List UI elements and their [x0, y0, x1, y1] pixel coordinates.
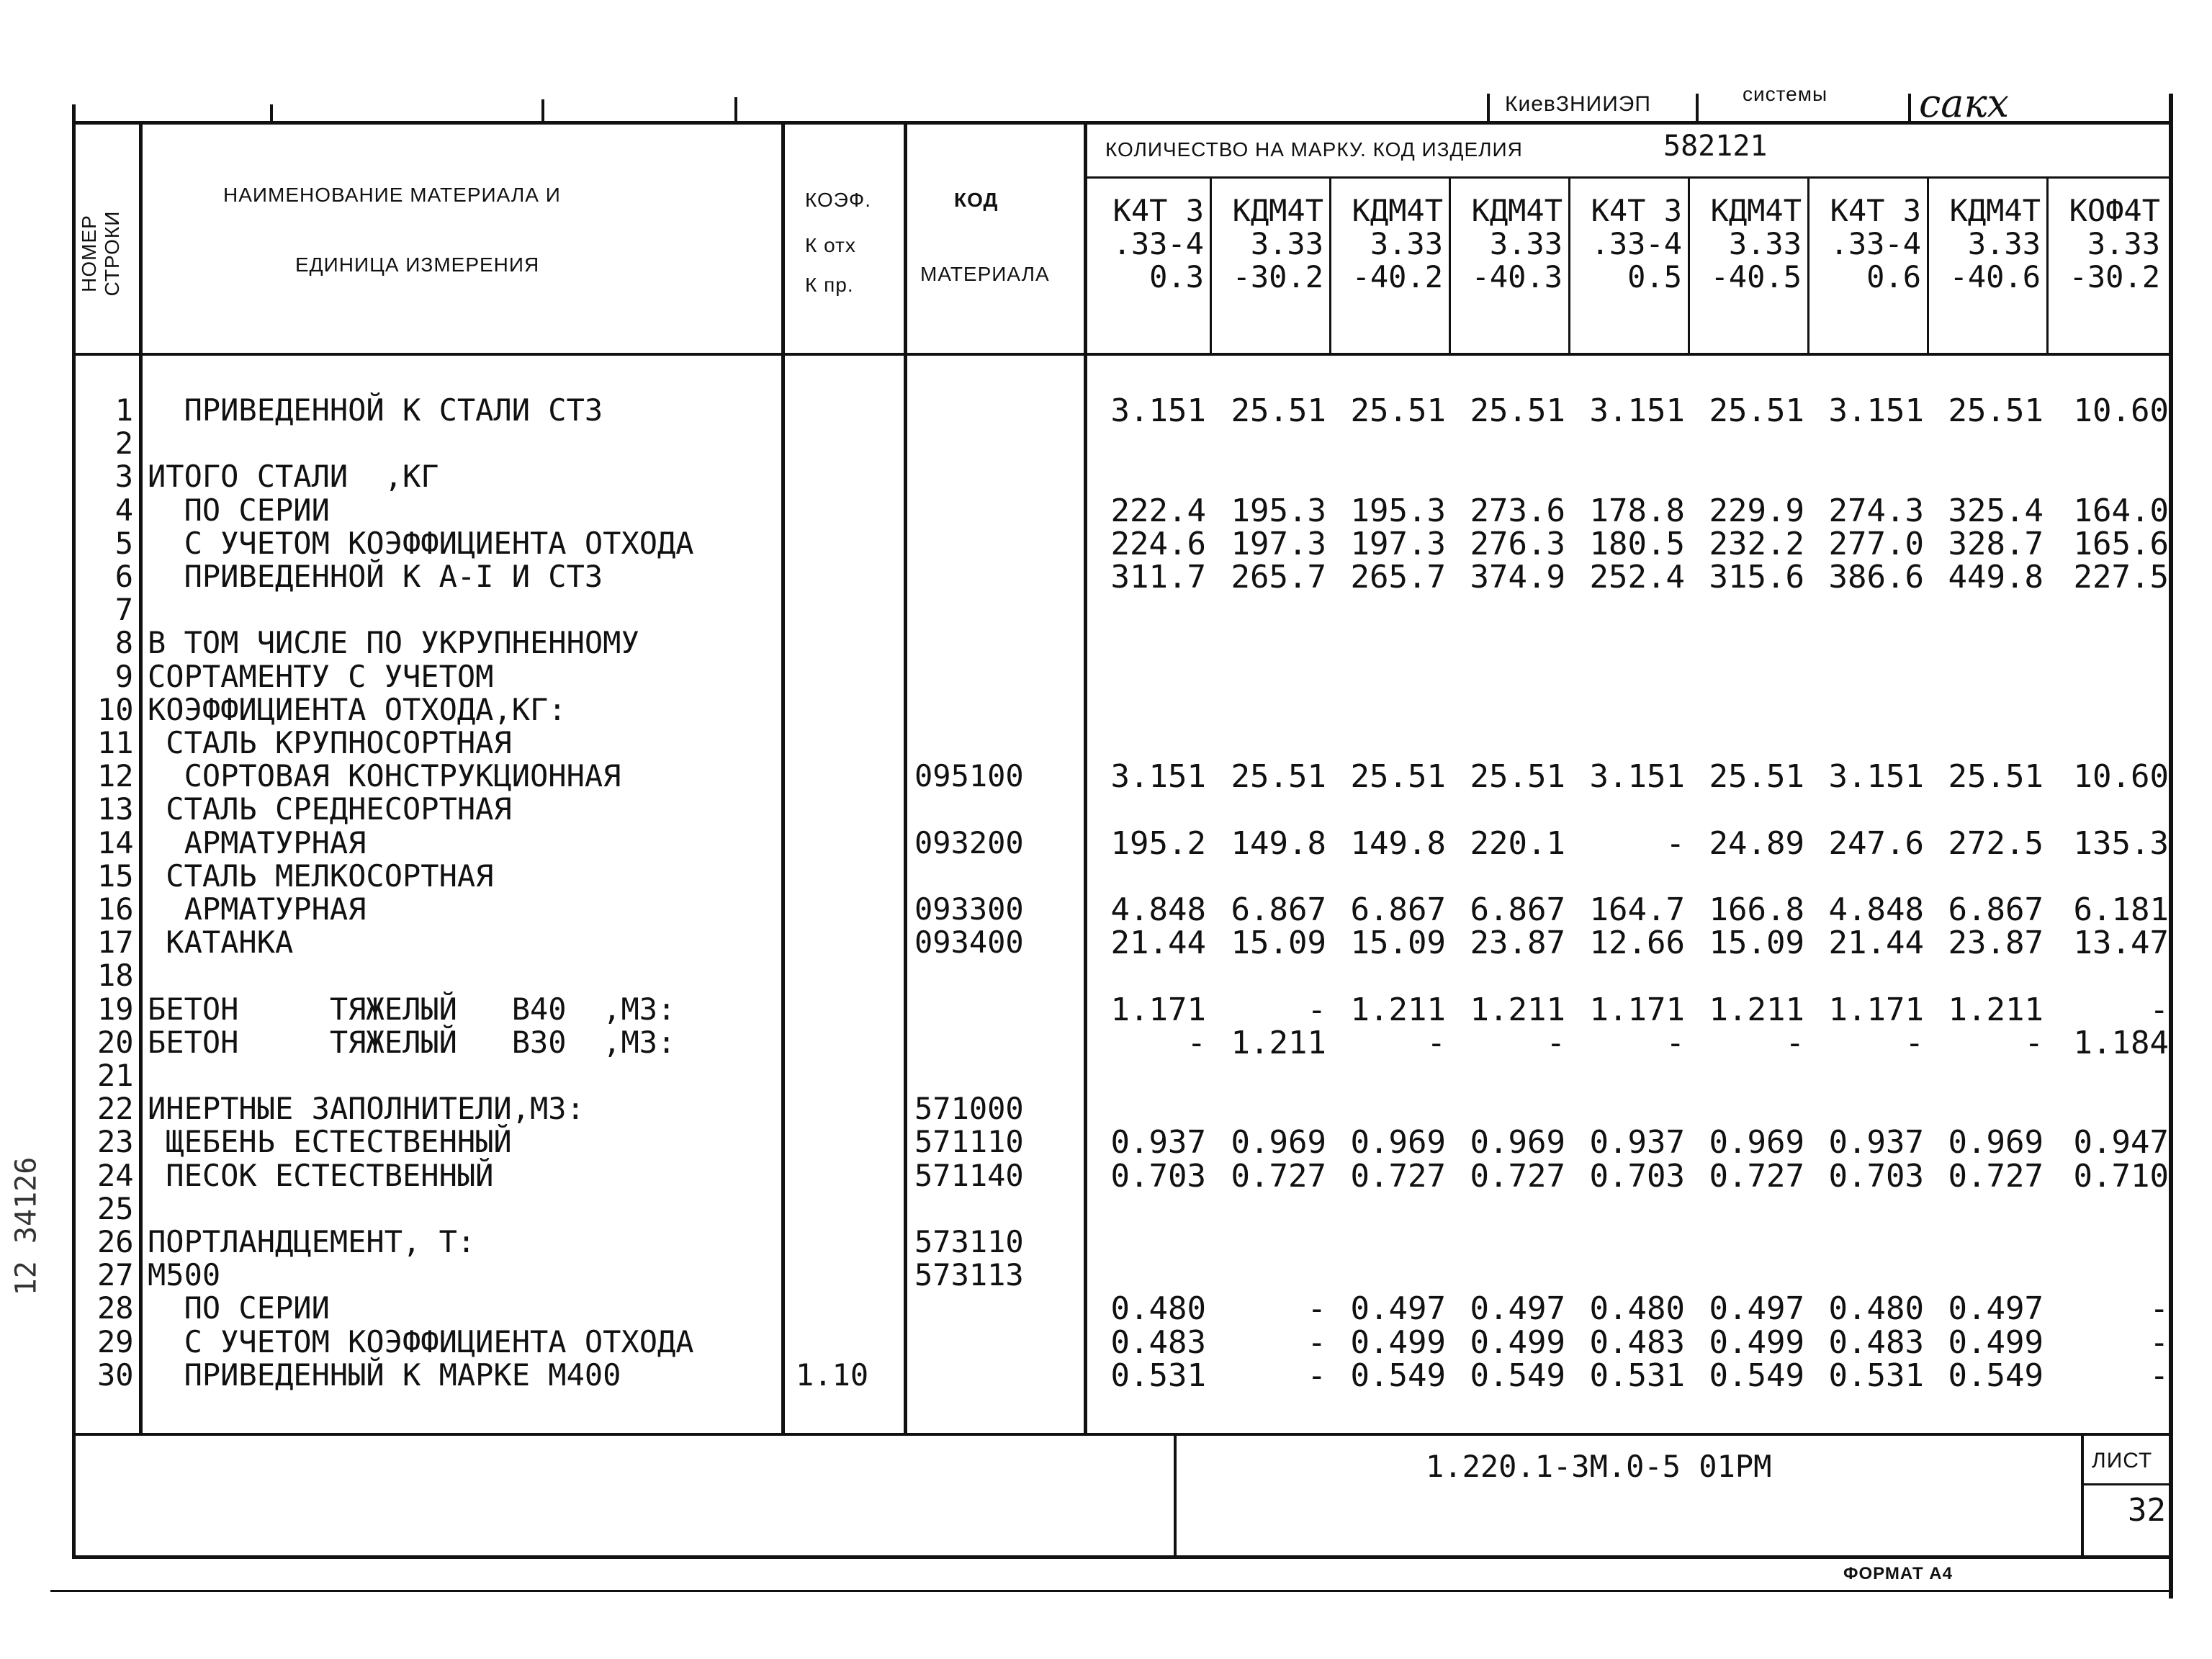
row-number: 29	[97, 1323, 134, 1359]
quantity-value: -	[2149, 1357, 2169, 1394]
quantity-value: 0.531	[1828, 1357, 1924, 1394]
name-header-line1: НАИМЕНОВАНИЕ МАТЕРИАЛА И	[223, 184, 561, 206]
product-column-header: 3.33	[1967, 226, 2041, 261]
quantity-value: 272.5	[1948, 824, 2044, 862]
quantity-value: 1.211	[1350, 991, 1446, 1028]
quantity-value: 3.151	[1110, 758, 1206, 796]
quantity-value: 25.51	[1470, 392, 1565, 429]
quantity-value: 0.497	[1350, 1290, 1446, 1328]
row-number: 27	[97, 1257, 134, 1293]
quantity-value: 6.867	[1948, 891, 2044, 928]
quantity-value: 25.51	[1948, 758, 2044, 796]
quantity-value: 386.6	[1828, 559, 1924, 595]
quantity-value: 25.51	[1709, 758, 1804, 796]
quantity-value: 0.549	[1470, 1357, 1565, 1394]
material-name: ИТОГО СТАЛИ ,КГ	[148, 459, 439, 495]
quantity-value: 0.497	[1948, 1290, 2044, 1328]
row-number: 12	[97, 758, 134, 794]
quantity-value: -	[1426, 1024, 1446, 1061]
row-number: 15	[97, 858, 134, 894]
row-number: 2	[114, 426, 133, 462]
material-name: ПОРТЛАНДЦЕМЕНТ, Т:	[148, 1224, 476, 1259]
stamp-signature: сакх	[1919, 81, 2010, 126]
material-code: 573110	[914, 1224, 1024, 1259]
quantity-value: 4.848	[1110, 891, 1206, 928]
frame-top-line	[72, 121, 2173, 125]
row-number: 28	[97, 1290, 134, 1326]
product-column-header: 3.33	[2087, 226, 2160, 261]
material-name: АРМАТУРНАЯ	[148, 891, 367, 927]
stamp-system: системы	[1743, 83, 1828, 105]
quantity-value: 197.3	[1350, 525, 1446, 562]
quantity-value: 195.3	[1350, 492, 1446, 529]
frame-left-line	[72, 104, 76, 1555]
side-note: 12 34126	[9, 1156, 43, 1296]
material-name: ПЕСОК ЕСТЕСТВЕННЫЙ	[148, 1157, 494, 1193]
coef-header-line1: КОЭФ.	[805, 189, 871, 211]
quantity-value: 195.2	[1110, 824, 1206, 862]
quantity-value: 10.60	[2073, 758, 2169, 796]
product-column-header: -40.2	[1352, 259, 1443, 295]
material-name: КАТАНКА	[148, 925, 294, 961]
quantity-value: 166.8	[1709, 891, 1804, 928]
quantity-value: 164.7	[1589, 891, 1685, 928]
material-name: ПРИВЕДЕННОЙ К А-I И СТ3	[148, 559, 603, 594]
quantity-value: 149.8	[1350, 824, 1446, 862]
material-name: СОРТАМЕНТУ С УЧЕТОМ	[148, 658, 494, 694]
product-column-header: 3.33	[1250, 226, 1323, 261]
quantity-value: -	[1665, 824, 1685, 862]
quantity-value: 277.0	[1828, 525, 1924, 562]
material-code: 571110	[914, 1124, 1024, 1160]
row-number: 17	[97, 925, 134, 961]
quantity-value: 3.151	[1589, 392, 1685, 429]
material-code: 573113	[914, 1257, 1024, 1293]
product-column-header: КДМ4Т	[1949, 193, 2041, 228]
material-code: 571140	[914, 1157, 1024, 1193]
quantity-value: 0.969	[1470, 1124, 1565, 1161]
quantity-value: 325.4	[1948, 492, 2044, 529]
document-code: 1.220.1-3М.0-5 01РМ	[1426, 1449, 1772, 1484]
row-number: 30	[97, 1357, 134, 1393]
col-line-code	[1084, 122, 1087, 1434]
material-code: 093400	[914, 925, 1024, 961]
quantity-value: 21.44	[1828, 925, 1924, 962]
quantity-value: 0.727	[1470, 1157, 1565, 1195]
material-name: ПРИВЕДЕННЫЙ К МАРКЕ М400	[148, 1357, 621, 1393]
coefficient-value: 1.10	[796, 1357, 869, 1393]
row-number: 4	[114, 492, 133, 528]
product-column-header: К4Т 3	[1830, 193, 1921, 228]
quantity-value: 0.937	[1828, 1124, 1924, 1161]
row-number: 10	[97, 691, 134, 727]
quantity-value: 0.937	[1589, 1124, 1685, 1161]
quantity-value: 0.483	[1828, 1323, 1924, 1361]
sheet-box-mid	[2081, 1483, 2171, 1485]
material-name: СОРТОВАЯ КОНСТРУКЦИОННАЯ	[148, 758, 621, 794]
frame-bottom-line	[72, 1555, 2173, 1559]
quantity-value: 0.549	[1350, 1357, 1446, 1394]
quantity-value: 6.867	[1231, 891, 1326, 928]
quantity-value: 195.3	[1231, 492, 1326, 529]
material-code: 095100	[914, 758, 1024, 794]
product-column-header: .33-4	[1112, 226, 1204, 261]
quantity-value: 0.531	[1110, 1357, 1206, 1394]
quantity-value: -	[2149, 991, 2169, 1028]
material-name: СТАЛЬ КРУПНОСОРТНАЯ	[148, 725, 512, 760]
quantity-value: 273.6	[1470, 492, 1565, 529]
quantity-value: 25.51	[1350, 758, 1446, 796]
material-name: С УЧЕТОМ КОЭФФИЦИЕНТА ОТХОДА	[148, 1323, 694, 1359]
quantity-value: 1.171	[1589, 991, 1685, 1028]
row-number: 7	[114, 592, 133, 628]
product-column-header: К4Т 3	[1591, 193, 1682, 228]
quantity-value: 3.151	[1110, 392, 1206, 429]
quantity-value: -	[1187, 1024, 1206, 1061]
name-header-line2: ЕДИНИЦА ИЗМЕРЕНИЯ	[295, 253, 540, 276]
quantity-value: 165.6	[2073, 525, 2169, 562]
quantity-value: 0.483	[1110, 1323, 1206, 1361]
quantity-value: 0.947	[2073, 1124, 2169, 1161]
quantity-value: 0.497	[1470, 1290, 1565, 1328]
product-column-header: -40.5	[1710, 259, 1802, 295]
quantity-value: 0.549	[1709, 1357, 1804, 1394]
quantity-value: 1.171	[1828, 991, 1924, 1028]
quantity-value: 178.8	[1589, 492, 1685, 529]
top-tick	[734, 97, 737, 122]
quantity-value: 1.211	[1948, 991, 2044, 1028]
quantity-value: 4.848	[1828, 891, 1924, 928]
quantity-value: 15.09	[1231, 925, 1326, 962]
product-column-header: КДМ4Т	[1352, 193, 1443, 228]
row-number: 13	[97, 791, 134, 827]
quantity-value: -	[2149, 1290, 2169, 1328]
quantity-value: 224.6	[1110, 525, 1206, 562]
quantity-value: -	[1307, 1290, 1326, 1328]
quantity-value: 12.66	[1589, 925, 1685, 962]
row-number: 1	[114, 392, 133, 428]
quantity-value: -	[2024, 1024, 2044, 1061]
top-tick	[541, 99, 544, 122]
quantity-value: 0.499	[1470, 1323, 1565, 1361]
quantity-value: 328.7	[1948, 525, 2044, 562]
quantity-value: 0.531	[1589, 1357, 1685, 1394]
quantity-value: -	[1307, 991, 1326, 1028]
quantity-value: 0.549	[1948, 1357, 2044, 1394]
row-number: 20	[97, 1024, 134, 1060]
product-column-header: 0.3	[1149, 259, 1204, 295]
quantity-value: 1.171	[1110, 991, 1206, 1028]
quantity-value: 374.9	[1470, 559, 1565, 595]
quantity-value: 25.51	[1350, 392, 1446, 429]
quantity-value: 311.7	[1110, 559, 1206, 595]
quantity-value: -	[1307, 1323, 1326, 1361]
row-number: 24	[97, 1157, 134, 1193]
top-tick	[270, 104, 273, 122]
quantity-value: 3.151	[1828, 392, 1924, 429]
quantity-value: 0.710	[2073, 1157, 2169, 1195]
material-name: В ТОМ ЧИСЛЕ ПО УКРУПНЕННОМУ	[148, 625, 639, 661]
quantity-value: 315.6	[1709, 559, 1804, 595]
frame-right-line	[2169, 94, 2173, 1599]
quantity-value: 164.0	[2073, 492, 2169, 529]
quantity-value: 0.480	[1589, 1290, 1685, 1328]
quantity-value: 135.3	[2073, 824, 2169, 862]
row-number-header: НОМЕР СТРОКИ	[78, 210, 123, 297]
quantity-value: 0.497	[1709, 1290, 1804, 1328]
quantity-value: 180.5	[1589, 525, 1685, 562]
coef-header-line2: К отх	[805, 234, 856, 256]
quantity-value: 0.483	[1589, 1323, 1685, 1361]
sheet-label: ЛИСТ	[2092, 1449, 2153, 1473]
quantity-value: 0.703	[1589, 1157, 1685, 1195]
quantity-value: -	[1665, 1024, 1685, 1061]
material-code: 571000	[914, 1091, 1024, 1127]
quantity-value: 25.51	[1709, 392, 1804, 429]
material-code: 093200	[914, 824, 1024, 860]
header-bottom-line	[72, 353, 2173, 356]
product-column-header: -40.6	[1949, 259, 2041, 295]
row-number: 16	[97, 891, 134, 927]
quantity-value: 0.969	[1350, 1124, 1446, 1161]
material-name: ПРИВЕДЕННОЙ К СТАЛИ СТ3	[148, 392, 603, 428]
quantity-value: 6.181	[2073, 891, 2169, 928]
product-column-header: 0.6	[1866, 259, 1921, 295]
qty-header: КОЛИЧЕСТВО НА МАРКУ. КОД ИЗДЕЛИЯ	[1105, 138, 1523, 161]
quantity-value: 149.8	[1231, 824, 1326, 862]
quantity-value: 0.727	[1709, 1157, 1804, 1195]
footer-divider	[1174, 1434, 1177, 1557]
format-label: ФОРМАТ А4	[1843, 1564, 1953, 1583]
row-number: 19	[97, 991, 134, 1027]
quantity-value: 0.703	[1110, 1157, 1206, 1195]
quantity-value: 23.87	[1470, 925, 1565, 962]
row-number: 9	[114, 658, 133, 694]
quantity-value: 232.2	[1709, 525, 1804, 562]
product-column-header: КОФ4Т	[2069, 193, 2160, 228]
top-tick	[1487, 94, 1490, 122]
product-column-header: -30.2	[1232, 259, 1323, 295]
row-number: 11	[97, 725, 134, 760]
product-column-header: .33-4	[1591, 226, 1682, 261]
product-column-header: .33-4	[1830, 226, 1921, 261]
row-number: 5	[114, 525, 133, 561]
material-name: СТАЛЬ МЕЛКОСОРТНАЯ	[148, 858, 494, 894]
sheet-box-left	[2081, 1434, 2084, 1557]
row-number: 18	[97, 958, 134, 994]
quantity-value: 0.703	[1828, 1157, 1924, 1195]
quantity-value: 0.499	[1948, 1323, 2044, 1361]
product-column-header: 3.33	[1489, 226, 1563, 261]
quantity-value: 197.3	[1231, 525, 1326, 562]
quantity-value: 247.6	[1828, 824, 1924, 862]
format-line	[50, 1590, 2173, 1592]
product-column-header: 3.33	[1728, 226, 1802, 261]
product-column-header: К4Т 3	[1112, 193, 1204, 228]
product-code: 582121	[1663, 130, 1768, 163]
product-column-header: -40.3	[1471, 259, 1563, 295]
quantity-value: 276.3	[1470, 525, 1565, 562]
material-name: С УЧЕТОМ КОЭФФИЦИЕНТА ОТХОДА	[148, 525, 694, 561]
quantity-value: 0.727	[1231, 1157, 1326, 1195]
row-number: 14	[97, 824, 134, 860]
quantity-value: 25.51	[1231, 758, 1326, 796]
quantity-value: 1.211	[1231, 1024, 1326, 1061]
product-column-header: 0.5	[1627, 259, 1682, 295]
quantity-value: 265.7	[1350, 559, 1446, 595]
material-name: БЕТОН ТЯЖЕЛЫЙ В40 ,М3:	[148, 991, 676, 1027]
quantity-value: 0.727	[1948, 1157, 2044, 1195]
quantity-value: 1.184	[2073, 1024, 2169, 1061]
material-name: БЕТОН ТЯЖЕЛЫЙ В30 ,М3:	[148, 1024, 676, 1060]
table-bottom-line	[72, 1433, 2173, 1436]
qty-sub-line	[1084, 176, 2173, 179]
product-column-header: -30.2	[2069, 259, 2160, 295]
coef-header-line3: К пр.	[805, 274, 854, 296]
product-column-header: КДМ4Т	[1710, 193, 1802, 228]
material-name: ПО СЕРИИ	[148, 1290, 330, 1326]
sheet-number: 32	[2128, 1492, 2166, 1529]
quantity-value: 15.09	[1350, 925, 1446, 962]
row-number: 6	[114, 559, 133, 594]
quantity-value: 0.499	[1709, 1323, 1804, 1361]
material-name: СТАЛЬ СРЕДНЕСОРТНАЯ	[148, 791, 512, 827]
material-name: АРМАТУРНАЯ	[148, 824, 367, 860]
row-number: 21	[97, 1058, 134, 1093]
quantity-value: 25.51	[1231, 392, 1326, 429]
code-header-line2: МАТЕРИАЛА	[920, 263, 1050, 285]
quantity-value: 23.87	[1948, 925, 2044, 962]
col-line-rownum	[139, 122, 143, 1434]
quantity-value: 10.60	[2073, 392, 2169, 429]
quantity-value: 0.969	[1709, 1124, 1804, 1161]
row-number: 3	[114, 459, 133, 495]
quantity-value: 0.969	[1231, 1124, 1326, 1161]
code-header-line1: КОД	[954, 189, 999, 211]
row-number: 26	[97, 1224, 134, 1259]
quantity-value: 1.211	[1470, 991, 1565, 1028]
quantity-value: 229.9	[1709, 492, 1804, 529]
quantity-value: 6.867	[1470, 891, 1565, 928]
quantity-value: 0.727	[1350, 1157, 1446, 1195]
quantity-value: 1.211	[1709, 991, 1804, 1028]
quantity-value: 220.1	[1470, 824, 1565, 862]
top-tick	[1908, 94, 1911, 122]
quantity-value: 252.4	[1589, 559, 1685, 595]
col-line-coef	[904, 122, 907, 1434]
quantity-value: 227.5	[2073, 559, 2169, 595]
quantity-value: 21.44	[1110, 925, 1206, 962]
quantity-value: 13.47	[2073, 925, 2169, 962]
quantity-value: -	[1785, 1024, 1804, 1061]
product-column-header: КДМ4Т	[1232, 193, 1323, 228]
row-number: 25	[97, 1190, 134, 1226]
quantity-value: -	[1905, 1024, 1924, 1061]
top-tick	[1696, 94, 1699, 122]
quantity-value: 0.480	[1828, 1290, 1924, 1328]
quantity-value: 3.151	[1828, 758, 1924, 796]
quantity-value: -	[1307, 1357, 1326, 1394]
quantity-value: 0.969	[1948, 1124, 2044, 1161]
product-column-header: 3.33	[1370, 226, 1443, 261]
quantity-value: 3.151	[1589, 758, 1685, 796]
quantity-value: 25.51	[1948, 392, 2044, 429]
quantity-value: 0.480	[1110, 1290, 1206, 1328]
material-name: КОЭФФИЦИЕНТА ОТХОДА,КГ:	[148, 691, 567, 727]
quantity-value: 6.867	[1350, 891, 1446, 928]
stamp-org: КиевЗНИИЭП	[1505, 92, 1651, 116]
quantity-value: 449.8	[1948, 559, 2044, 595]
quantity-value: 15.09	[1709, 925, 1804, 962]
quantity-value: 25.51	[1470, 758, 1565, 796]
quantity-value: 0.937	[1110, 1124, 1206, 1161]
material-name: ИНЕРТНЫЕ ЗАПОЛНИТЕЛИ,М3:	[148, 1091, 585, 1127]
quantity-value: -	[2149, 1323, 2169, 1361]
col-line-name	[781, 122, 785, 1434]
material-code: 093300	[914, 891, 1024, 927]
row-number: 8	[114, 625, 133, 661]
material-name: М500	[148, 1257, 221, 1293]
quantity-value: -	[1546, 1024, 1565, 1061]
material-name: ПО СЕРИИ	[148, 492, 330, 528]
quantity-value: 274.3	[1828, 492, 1924, 529]
quantity-value: 222.4	[1110, 492, 1206, 529]
quantity-value: 0.499	[1350, 1323, 1446, 1361]
quantity-value: 24.89	[1709, 824, 1804, 862]
row-number: 23	[97, 1124, 134, 1160]
material-name: ЩЕБЕНЬ ЕСТЕСТВЕННЫЙ	[148, 1124, 512, 1160]
product-column-header: КДМ4Т	[1471, 193, 1563, 228]
row-number: 22	[97, 1091, 134, 1127]
quantity-value: 265.7	[1231, 559, 1326, 595]
